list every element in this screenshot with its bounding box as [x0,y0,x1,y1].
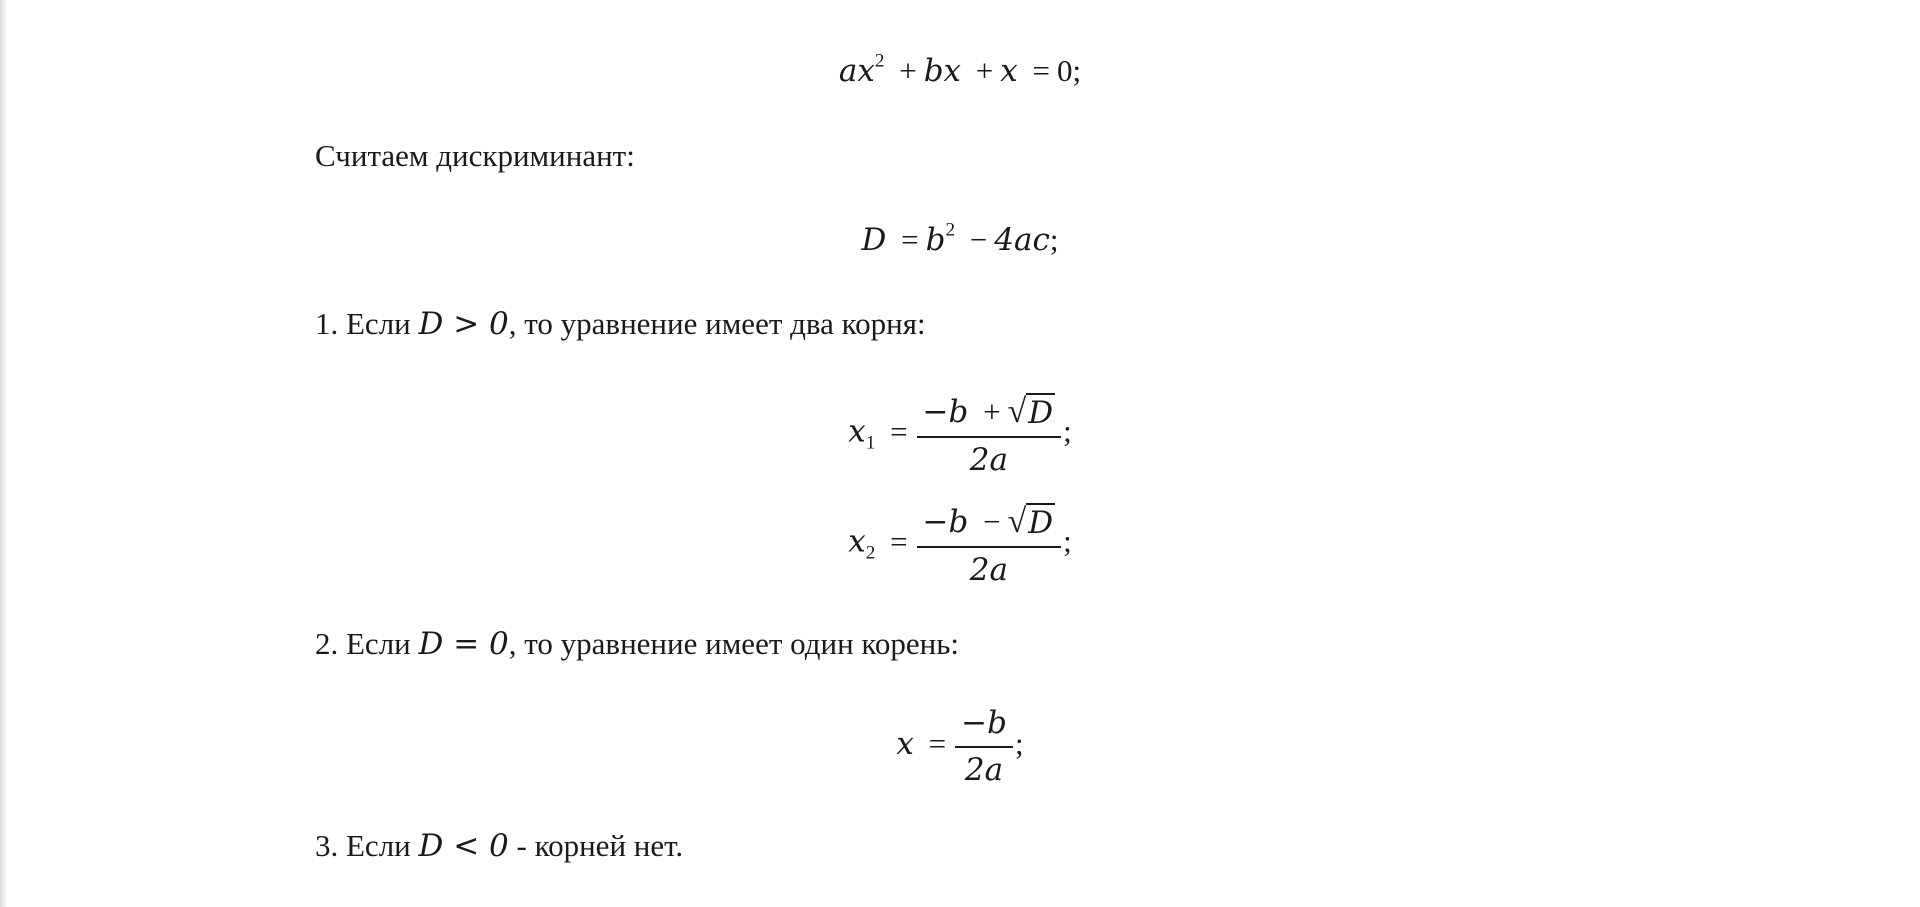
single-root-equals: = [928,726,947,762]
disc-semicolon: ; [1049,222,1059,257]
disc-D: D [861,222,887,258]
root-1-formula [0,393,1920,476]
root-2-subscript: 2 [865,542,876,564]
disc-equals: = [901,222,919,257]
root-1-equals: = [890,413,908,449]
case-3-prefix: 3. Если [315,828,419,863]
single-root-denominator: 2a [964,752,1004,788]
root-1-sqrt-arg: D [1028,395,1054,431]
root-2-sqrt-arg: D [1028,505,1054,541]
single-root-var: x [896,726,914,763]
eq-coef-a: a [838,53,858,89]
root-2-var: x [848,523,866,560]
case-2-math: D = 0 [418,626,509,662]
eq-plus-2: + [975,53,994,88]
root-2-denominator: 2a [969,552,1008,588]
discriminant-equation [0,219,1920,258]
disc-4ac: 4ac [994,222,1050,258]
root-1-numerator [917,393,1062,438]
eq-var-x3: x [1000,53,1018,89]
eq-var-x: x [857,53,875,89]
root-1-var: x [848,413,866,450]
single-root-semicolon: ; [1014,726,1024,762]
case-3-math: D < 0 [418,828,509,864]
case-3-suffix: - корней нет. [508,828,684,863]
quadratic-equation [0,50,1920,89]
root-1-plus: + [983,394,1001,429]
root-2-numerator [917,503,1062,548]
single-root-numerator: −b [955,708,1013,748]
root-2-equals: = [890,523,908,559]
root-1-denominator: 2a [969,442,1008,478]
root-2-sqrt [1008,503,1056,539]
eq-exponent: 2 [874,50,885,72]
single-root-formula [0,705,1920,788]
eq-semicolon: ; [1072,53,1082,88]
discriminant-label: Считаем дискриминант: [315,138,635,173]
root-2-minus: − [983,504,1001,539]
case-1-text [315,308,926,340]
root-1-neg-b: −b [922,394,969,430]
root-2-formula [0,503,1920,586]
eq-plus-1: + [899,53,917,88]
eq-equals: = [1032,53,1050,88]
root-1-semicolon: ; [1063,413,1072,449]
sqrt-icon: √ [1007,503,1027,540]
case-1-suffix: , то уравнение имеет два корня: [508,306,926,341]
root-2-neg-b: −b [922,504,969,540]
case-1-prefix: 1. Если [315,306,419,341]
disc-b: b [925,222,946,258]
root-2-fraction [917,503,1062,586]
root-1-subscript: 1 [865,432,876,454]
sqrt-icon: √ [1007,393,1027,430]
eq-var-x2: x [943,53,962,89]
case-2-text [315,628,959,660]
case-3-text [315,830,683,862]
case-2-prefix: 2. Если [315,626,419,661]
disc-minus: − [969,222,988,257]
single-root-fraction [955,705,1013,788]
disc-exponent: 2 [945,219,956,241]
eq-zero: 0 [1056,53,1073,88]
eq-coef-b: b [923,53,944,89]
root-1-fraction [917,393,1062,476]
case-1-math: D > 0 [418,306,509,342]
root-1-sqrt [1008,393,1056,429]
case-2-suffix: , то уравнение имеет один корень: [508,626,960,661]
root-2-semicolon: ; [1063,523,1072,559]
